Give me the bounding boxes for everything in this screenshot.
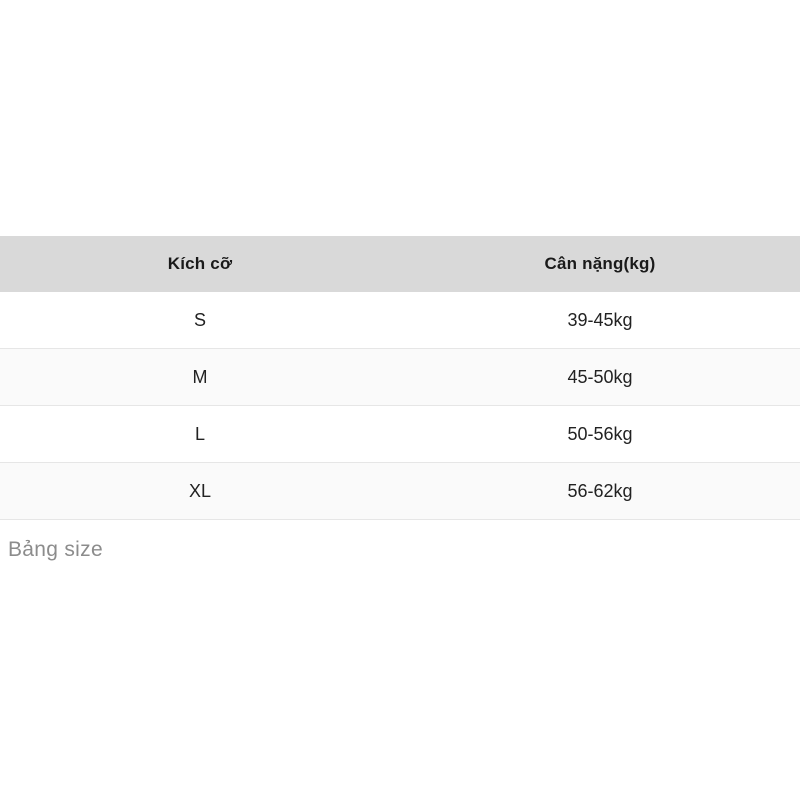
cell-weight: 56-62kg	[400, 463, 800, 520]
table-caption: Bảng size	[8, 538, 103, 561]
cell-size: S	[0, 292, 400, 349]
table-row	[0, 463, 800, 520]
table-row	[0, 349, 800, 406]
cell-size: L	[0, 406, 400, 463]
cell-weight: 50-56kg	[400, 406, 800, 463]
table-row	[0, 292, 800, 349]
column-header-size: Kích cỡ	[0, 236, 400, 292]
size-table	[0, 236, 800, 520]
cell-weight: 39-45kg	[400, 292, 800, 349]
table-header	[0, 236, 800, 292]
table-row	[0, 406, 800, 463]
size-table-container	[0, 236, 800, 520]
table-header-row	[0, 236, 800, 292]
cell-size: M	[0, 349, 400, 406]
cell-weight: 45-50kg	[400, 349, 800, 406]
cell-size: XL	[0, 463, 400, 520]
column-header-weight: Cân nặng(kg)	[400, 236, 800, 292]
table-body	[0, 292, 800, 520]
